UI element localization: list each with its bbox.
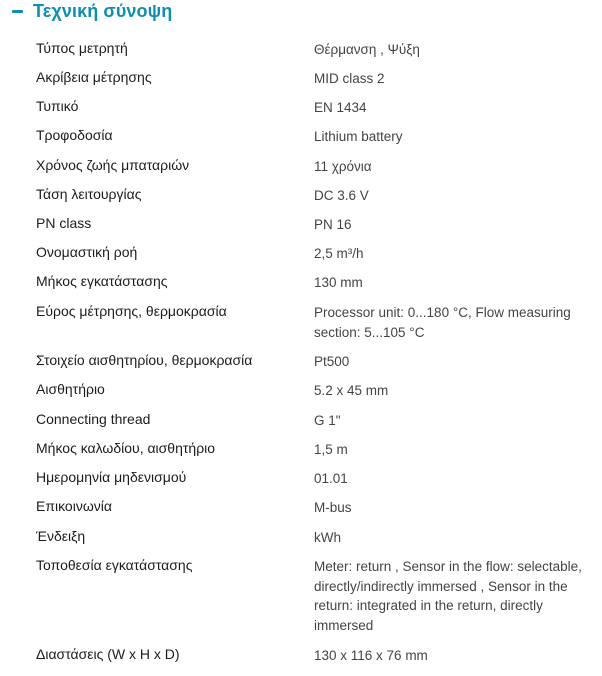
- spec-label: Ακρίβεια μέτρησης: [36, 69, 152, 85]
- spec-value: kWh: [314, 530, 341, 545]
- section-header[interactable]: [12, 0, 172, 22]
- spec-value: Meter: return , Sensor in the flow: selectable, directly/indirectly immersed , Sensor in the return: integrated in the return, directly immersed: [314, 559, 582, 633]
- spec-label: Ένδειξη: [36, 528, 86, 544]
- spec-value: 2,5 m³/h: [314, 246, 364, 261]
- spec-label: PN class: [36, 215, 92, 231]
- spec-value: 1,5 m: [314, 442, 348, 457]
- spec-value: M-bus: [314, 500, 352, 515]
- spec-label: Χρόνος ζωής μπαταριών: [36, 157, 190, 173]
- spec-value: G 1": [314, 413, 341, 428]
- spec-label: Connecting thread: [36, 411, 151, 427]
- spec-value: PN 16: [314, 217, 352, 232]
- spec-value: 5.2 x 45 mm: [314, 383, 389, 398]
- spec-label: Ημερομηνία μηδενισμού: [36, 469, 187, 485]
- spec-value: 11 χρόνια: [314, 159, 372, 174]
- spec-value: 130 mm: [314, 275, 363, 290]
- spec-label: Διαστάσεις (W x H x D): [36, 646, 180, 662]
- spec-value: Pt500: [314, 354, 350, 369]
- spec-label: Ονομαστική ροή: [36, 244, 138, 260]
- spec-value: 01.01: [314, 471, 348, 486]
- spec-value: EN 1434: [314, 100, 367, 115]
- spec-label: Μήκος καλωδίου, αισθητήριο: [36, 440, 216, 456]
- spec-value: DC 3.6 V: [314, 188, 369, 203]
- spec-label: Αισθητήριο: [36, 381, 105, 397]
- spec-label: Εύρος μέτρησης, θερμοκρασία: [36, 303, 227, 319]
- spec-label: Τυπικό: [36, 98, 79, 114]
- spec-label: Στοιχείο αισθητηρίου, θερμοκρασία: [36, 352, 253, 368]
- spec-label: Τάση λειτουργίας: [36, 186, 142, 202]
- spec-label: Τροφοδοσία: [36, 127, 113, 143]
- spec-value: Processor unit: 0...180 °C, Flow measuring section: 5...105 °C: [314, 305, 571, 340]
- spec-label: Μήκος εγκατάστασης: [36, 273, 168, 289]
- spec-value: Lithium battery: [314, 129, 403, 144]
- spec-label: Τοποθεσία εγκατάστασης: [36, 557, 193, 573]
- spec-value: MID class 2: [314, 71, 385, 86]
- spec-label: Τύπος μετρητή: [36, 40, 128, 56]
- section-title: Τεχνική σύνοψη: [33, 0, 173, 21]
- spec-value: Θέρμανση , Ψύξη: [314, 42, 420, 57]
- spec-label: Επικοινωνία: [36, 498, 112, 514]
- minus-collapse-icon[interactable]: [12, 10, 23, 13]
- spec-value: 130 x 116 x 76 mm: [314, 648, 428, 663]
